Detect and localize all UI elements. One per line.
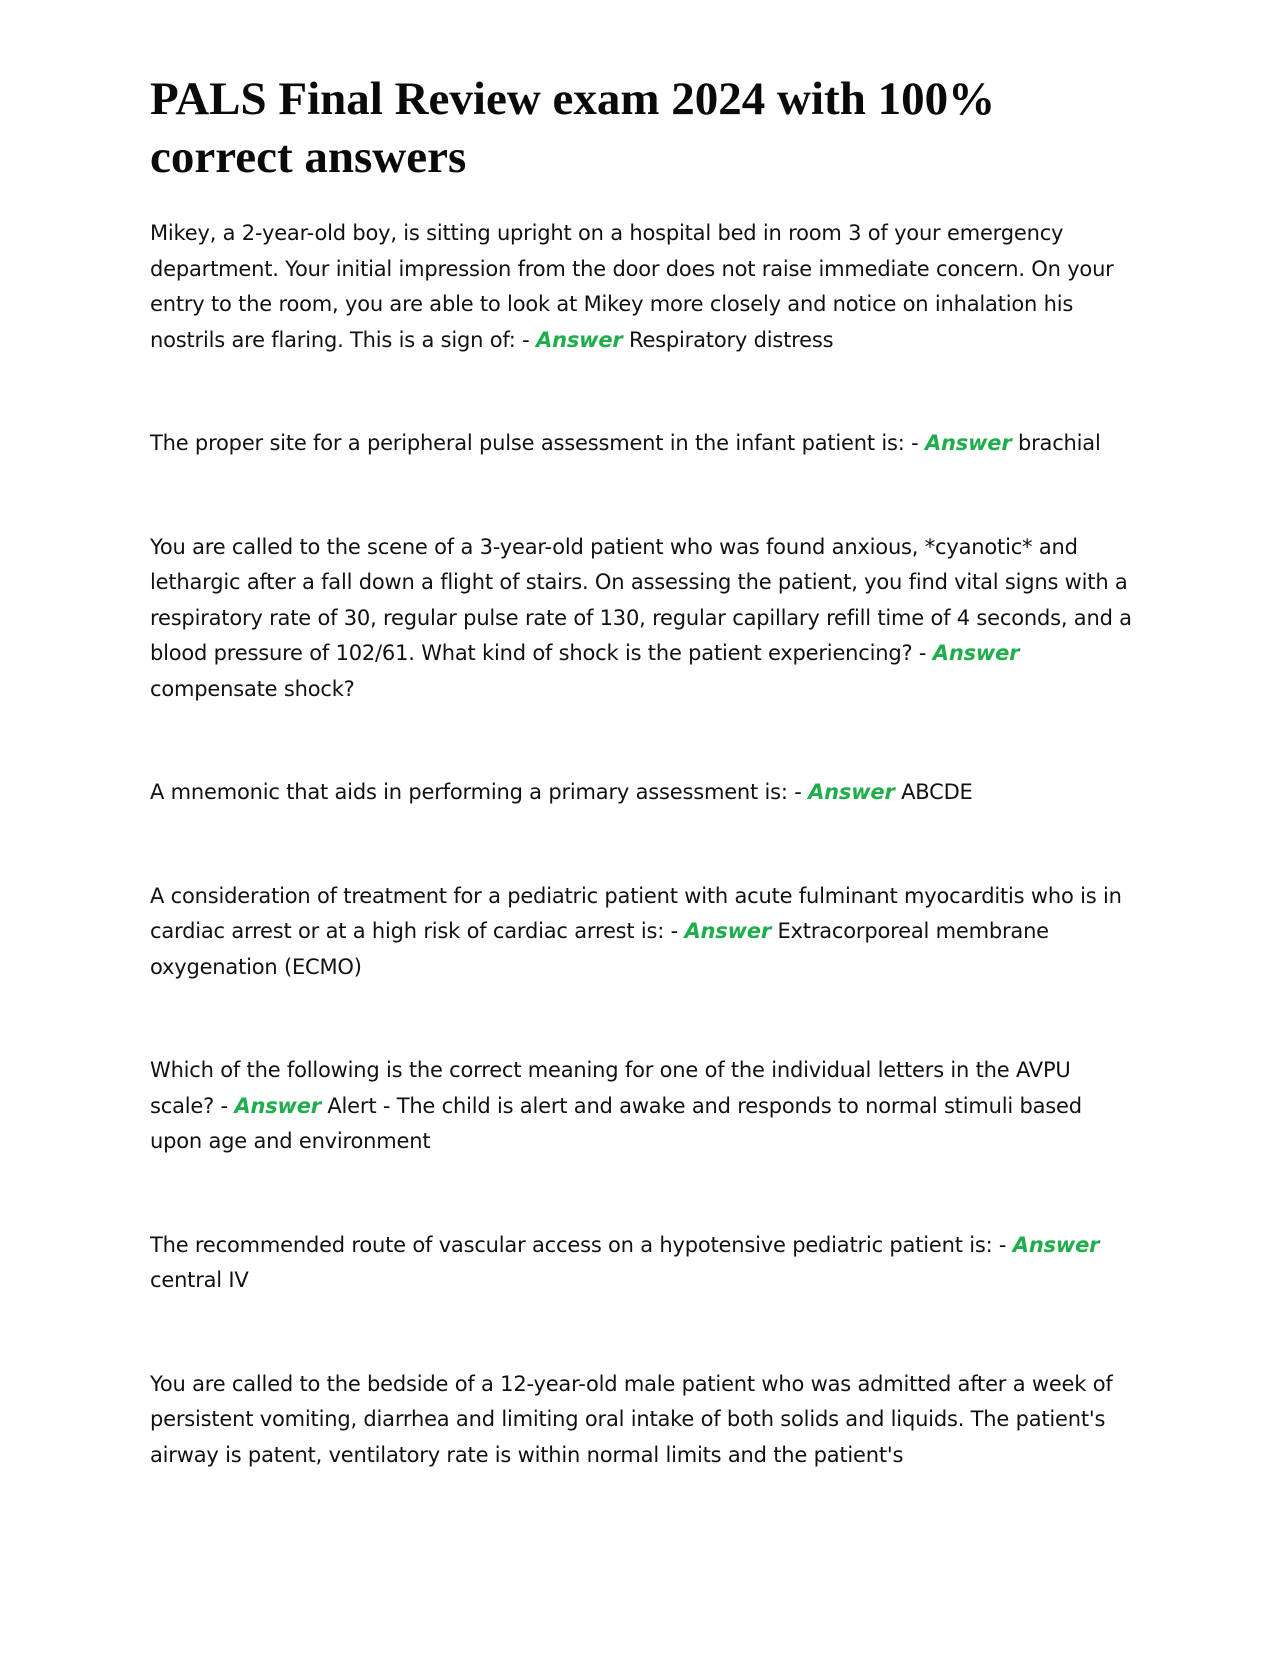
answer-text: compensate shock? [150,676,355,701]
qa-item-6 [150,1053,1140,1160]
question-text: Mikey, a 2-year-old boy, is sitting upright on a hospital bed in room 3 of your emergency department. Your initial impression from the door does not raise immediate concern. On your entry to the room, you are able to look at Mikey more closely and notice on inhalation his nostrils are flaring. This is a sign of: - [150,221,1114,352]
qa-item-1 [150,216,1140,358]
answer-text: brachial [1011,431,1101,455]
qa-item-8 [150,1367,1140,1474]
answer-tag: Answer [932,641,1020,665]
qa-item-4 [150,775,1140,811]
answer-text: Respiratory distress [622,327,834,352]
qa-item-7 [150,1228,1140,1299]
answer-tag: Answer [924,431,1012,455]
qa-item-2 [150,426,1140,462]
question-text: The proper site for a peripheral pulse assessment in the infant patient is: - [150,431,925,455]
qa-item-3 [150,530,1140,708]
question-text: The recommended route of vascular access on a hypotensive pediatric patient is: - [150,1232,1013,1257]
question-text: A mnemonic that aids in performing a primary assessment is: - [150,780,809,804]
answer-text: central IV [150,1268,249,1292]
answer-tag: Answer [536,327,623,352]
answer-tag: Answer [234,1093,321,1118]
document-page [150,70,1140,1473]
question-text: You are called to the scene of a 3-year-old patient who was found anxious, *cyanotic* and lethargic after a fall down a flight of stairs. On assessing the patient, you find vital signs with a respiratory rate of 30, regular pulse rate of 130, regular capillary refill time of 4 seconds, and a blood pressure of 102/61. What kind of shock is the patient experiencing? - [150,534,1132,665]
answer-tag: Answer [1012,1232,1100,1257]
answer-text: ABCDE [894,780,973,804]
qa-item-5 [150,879,1140,986]
answer-tag: Answer [684,919,772,943]
question-text: Which of the following is the correct meaning for one of the individual letters in the AVPU scale? - [150,1058,1071,1118]
answer-text: Extracorporeal membrane oxygenation (ECMO) [150,919,1049,979]
answer-text: Alert - The child is alert and awake and responds to normal stimuli based upon age and environment [150,1093,1082,1153]
question-text: You are called to the bedside of a 12-year-old male patient who was admitted after a week of persistent vomiting, diarrhea and limiting oral intake of both solids and liquids. The patient's airway is patent, ventilatory rate is within normal limits and the patient's [150,1371,1113,1467]
answer-tag: Answer [808,780,895,804]
question-text: A consideration of treatment for a pediatric patient with acute fulminant myocarditis who is in cardiac arrest or at a high risk of cardiac arrest is: - [150,883,1122,943]
document-title: PALS Final Review exam 2024 with 100% correct answers [150,73,996,183]
